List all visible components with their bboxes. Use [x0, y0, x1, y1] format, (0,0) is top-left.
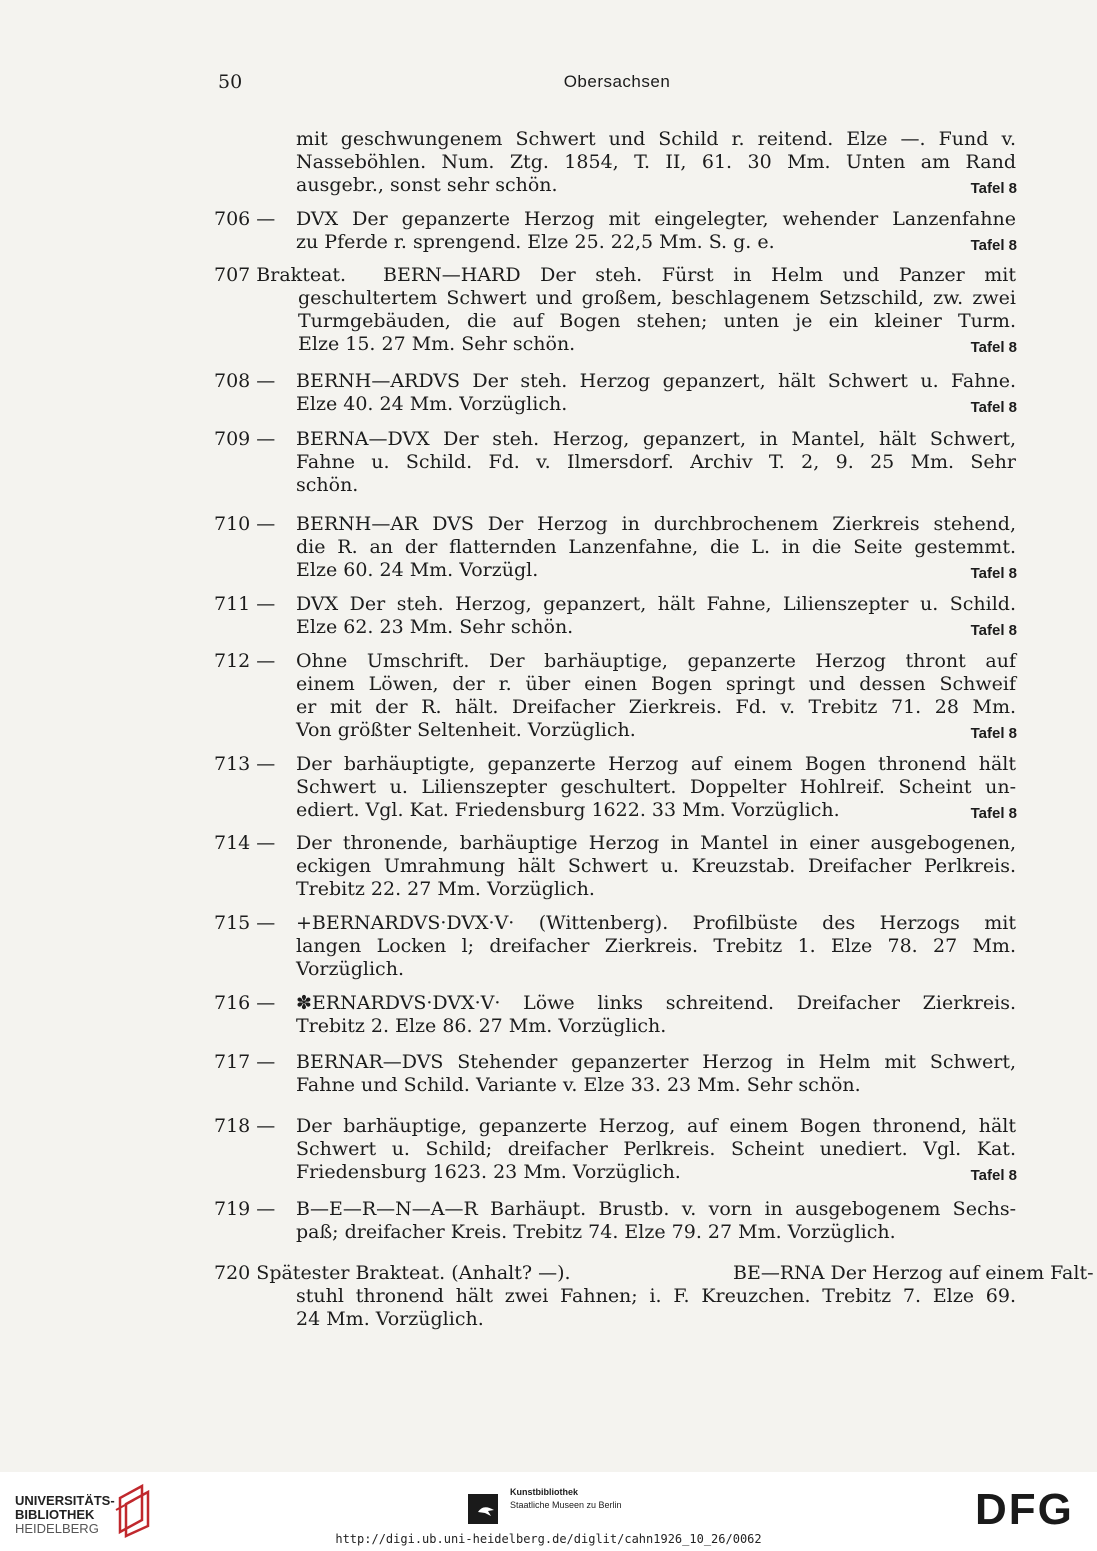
entry-line: er mit der R. hält. Dreifacher Zierkreis. Fd. v. Trebitz 71. 28 Mm.: [296, 696, 1016, 718]
entry-number: 717 —: [214, 1051, 276, 1073]
entry-text: [296, 1115, 1016, 1184]
entry-number: 711 —: [214, 593, 276, 615]
entry-number: 706 —: [214, 208, 276, 230]
entry-text: [296, 912, 1016, 981]
entry-text: [296, 832, 1016, 901]
entry-line: BERNA—DVX Der steh. Herzog, gepanzert, in Mantel, hält Schwert,: [296, 428, 1016, 450]
entry-text: [296, 513, 1016, 582]
entry-text: [296, 753, 1016, 822]
entry-line: schön.: [296, 474, 359, 496]
entry-line: eckigen Umrahmung hält Schwert u. Kreuzstab. Dreifacher Perlkreis.: [296, 855, 1016, 877]
entry-line: Elze 60. 24 Mm. Vorzügl.: [296, 559, 539, 581]
entry-number: 719 —: [214, 1198, 276, 1220]
entry-line: Der barhäuptigte, gepanzerte Herzog auf einem Bogen thronend hält: [296, 753, 1016, 775]
entry-text: [296, 208, 1016, 254]
entry-line: ✽ERNARDVS·DVX·V· Löwe links schreitend. Dreifacher Zierkreis.: [296, 992, 1016, 1014]
entry-line: DVX Der steh. Herzog, gepanzert, hält Fahne, Lilienszepter u. Schild.: [296, 593, 1016, 615]
entry-text: [0, 1262, 1094, 1331]
entry-line: 24 Mm. Vorzüglich.: [296, 1308, 484, 1330]
entry-line: Schwert u. Schild; dreifacher Perlkreis. Scheint unediert. Vgl. Kat.: [296, 1138, 1016, 1160]
ub-heidelberg-logo[interactable]: [15, 1494, 115, 1536]
tafel-reference: Tafel 8: [970, 565, 1017, 582]
entry-line: BERN—HARD Der steh. Fürst in Helm und Panzer mit: [383, 264, 1016, 286]
entry-line: Fahne und Schild. Variante v. Elze 33. 23 Mm. Sehr schön.: [296, 1074, 861, 1096]
tafel-reference: Tafel 8: [970, 725, 1017, 742]
entry-line: zu Pferde r. sprengend. Elze 25. 22,5 Mm. S. g. e.: [296, 231, 775, 253]
entry-number: 720 Spätester Brakteat. (Anhalt? —).: [214, 1262, 571, 1284]
entry-number: 710 —: [214, 513, 276, 535]
entry-line: BE—RNA Der Herzog auf einem Falt-: [733, 1262, 1094, 1284]
entry-line: langen Locken l; dreifacher Zierkreis. Trebitz 1. Elze 78. 27 Mm.: [296, 935, 1016, 957]
tafel-reference: Tafel 8: [970, 805, 1017, 822]
entry-number: 708 —: [214, 370, 276, 392]
entry-number: 713 —: [214, 753, 276, 775]
entry-number: 718 —: [214, 1115, 276, 1137]
entry-line: BERNAR—DVS Stehender gepanzerter Herzog in Helm mit Schwert,: [296, 1051, 1016, 1073]
kunstbibliothek-text: [510, 1486, 622, 1512]
ub-logo-line: BIBLIOTHEK: [15, 1507, 95, 1522]
entry-number: 714 —: [214, 832, 276, 854]
kb-title: Kunstbibliothek: [510, 1487, 578, 1497]
kb-subtitle: Staatliche Museen zu Berlin: [510, 1500, 622, 1510]
entry-line: Turmgebäuden, die auf Bogen stehen; unten je ein kleiner Turm.: [298, 310, 1016, 332]
permalink-url[interactable]: http://digi.ub.uni-heidelberg.de/diglit/cahn1926_10_26/0062: [335, 1532, 762, 1546]
ub-logo-line: UNIVERSITÄTS-: [15, 1493, 115, 1508]
entry-number: 707 Brakteat.: [214, 264, 347, 286]
tafel-reference: Tafel 8: [970, 180, 1017, 197]
entry-line: DVX Der gepanzerte Herzog mit eingelegter, wehender Lanzenfahne: [296, 208, 1016, 230]
entry-number: 716 —: [214, 992, 276, 1014]
entry-line: die R. an der flatternden Lanzenfahne, die L. in die Seite gestemmt.: [296, 536, 1016, 558]
entry-line: Der barhäuptige, gepanzerte Herzog, auf einem Bogen thronend, hält: [296, 1115, 1016, 1137]
entry-line: B—E—R—N—A—R Barhäupt. Brustb. v. vorn in ausgebogenem Sechs-: [296, 1198, 1016, 1220]
entry-number: 715 —: [214, 912, 276, 934]
entry-line: Der thronende, barhäuptige Herzog in Mantel in einer ausgebogenen,: [296, 832, 1016, 854]
entry-line: ausgebr., sonst sehr schön.: [296, 174, 558, 196]
entry-line: mit geschwungenem Schwert und Schild r. reitend. Elze —. Fund v.: [296, 128, 1016, 150]
entry-line: Vorzüglich.: [296, 958, 404, 980]
ub-logo-line: HEIDELBERG: [15, 1521, 99, 1536]
entry-text: [296, 593, 1016, 639]
entry-line: Nasseböhlen. Num. Ztg. 1854, T. II, 61. 30 Mm. Unten am Rand: [296, 151, 1016, 173]
entry-text: [296, 1198, 1016, 1244]
entry-line: stuhl thronend hält zwei Fahnen; i. F. Kreuzchen. Trebitz 7. Elze 69.: [296, 1285, 1016, 1307]
ub-emblem-icon: [112, 1480, 152, 1538]
entry-line: Trebitz 2. Elze 86. 27 Mm. Vorzüglich.: [296, 1015, 667, 1037]
entry-line: BERNH—AR DVS Der Herzog in durchbrochenem Zierkreis stehend,: [296, 513, 1016, 535]
entry-line: Ohne Umschrift. Der barhäuptige, gepanzerte Herzog thront auf: [296, 650, 1016, 672]
entry-text: [296, 370, 1016, 416]
entry-line: geschultertem Schwert und großem, beschlagenem Setzschild, zw. zwei: [298, 287, 1016, 309]
tafel-reference: Tafel 8: [970, 339, 1017, 356]
entry-text: [296, 650, 1016, 742]
entry-line: einem Löwen, der r. über einen Bogen springt und dessen Schweif: [296, 673, 1016, 695]
entry-line: Elze 15. 27 Mm. Sehr schön.: [298, 333, 576, 355]
entry-line: Elze 62. 23 Mm. Sehr schön.: [296, 616, 574, 638]
entry-line: Trebitz 22. 27 Mm. Vorzüglich.: [296, 878, 595, 900]
entry-line: Fahne u. Schild. Fd. v. Ilmersdorf. Archiv T. 2, 9. 25 Mm. Sehr: [296, 451, 1016, 473]
entry-text: [296, 1051, 1016, 1097]
entry-number: 712 —: [214, 650, 276, 672]
running-head: Obersachsen: [563, 72, 671, 91]
page-number: 50: [218, 71, 243, 93]
entry-text: [296, 992, 1016, 1038]
entry-line: paß; dreifacher Kreis. Trebitz 74. Elze 79. 27 Mm. Vorzüglich.: [296, 1221, 896, 1243]
tafel-reference: Tafel 8: [970, 237, 1017, 254]
entry-text: [0, 264, 1016, 356]
tafel-reference: Tafel 8: [970, 1167, 1017, 1184]
entry-line: ediert. Vgl. Kat. Friedensburg 1622. 33 Mm. Vorzüglich.: [296, 799, 840, 821]
entry-line: Schwert u. Lilienszepter geschultert. Doppelter Hohlreif. Scheint un-: [296, 776, 1016, 798]
tafel-reference: Tafel 8: [970, 399, 1017, 416]
entry-number: 709 —: [214, 428, 276, 450]
entry-text: [296, 128, 1016, 197]
entry-line: Elze 40. 24 Mm. Vorzüglich.: [296, 393, 568, 415]
dfg-logo[interactable]: DFG: [975, 1485, 1074, 1534]
footer-bar: [0, 1472, 1097, 1551]
eagle-icon: [477, 1502, 495, 1518]
entry-line: BERNH—ARDVS Der steh. Herzog gepanzert, hält Schwert u. Fahne.: [296, 370, 1016, 392]
tafel-reference: Tafel 8: [970, 622, 1017, 639]
entry-line: Friedensburg 1623. 23 Mm. Vorzüglich.: [296, 1161, 681, 1183]
entry-line: +BERNARDVS·DVX·V· (Wittenberg). Profilbüste des Herzogs mit: [296, 912, 1016, 934]
entry-text: [296, 428, 1016, 497]
entry-line: Von größter Seltenheit. Vorzüglich.: [296, 719, 636, 741]
